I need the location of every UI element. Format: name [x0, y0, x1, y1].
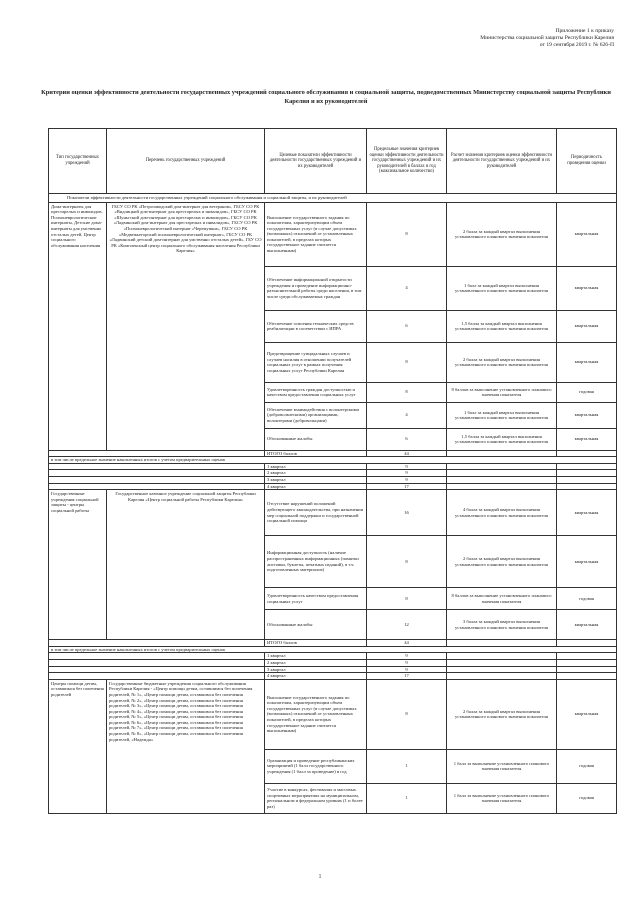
calc-cell: 3 балла за каждый квартал выполнения установленного планового значения показателя — [447, 610, 557, 640]
points-cell: 6 — [367, 428, 447, 450]
calc-cell: 2 балла за каждый квартал выполнения установленного планового значения показателя — [447, 536, 557, 588]
quarter-label: 1 квартал — [265, 463, 367, 470]
period-cell: квартальная — [557, 679, 617, 749]
quarter-row — [49, 483, 617, 490]
group2-type: Государственные учреждения социальной защиты - центры социальной работы — [49, 490, 107, 640]
quarter-row — [49, 659, 617, 666]
group3-institutions: Государственные бюджетные учреждения социального обслуживания Республики Карелия - «Центр помощи детям, оставшимся без попечения родителей, № 1», «Центр помощи детям, оставшимся без попечения родителей, № 2», «Центр помощи детям, оставшимся без попечения родителей, № 3», «Центр помощи детям, оставшимся без попечения родителей, № 4», «Центр помощи детям, оставшимся без попечения родителей, № 5», «Центр помощи детям, оставшимся без попечения родителей, № 6», «Центр помощи детям, оставшимся без попечения родителей, № 7», «Центр помощи детям, оставшимся без попечения родителей, № 8», «Центр помощи детям, оставшимся без попечения родителей, «Надежда» — [107, 679, 265, 813]
quarter-note: в том числе предельное значение накопленных итогов с учетом предварительных оценок — [49, 457, 617, 464]
calc-cell: 2 балла за каждый квартал выполнения установленного планового значения показателя — [447, 202, 557, 266]
quarter-label: 1 квартал — [265, 653, 367, 660]
group2-institutions: Государственное казенное учреждение социальной защиты Республики Карелия «Центр социальной работы Республики Карелия» — [107, 490, 265, 640]
section-header-row — [49, 194, 617, 203]
period-cell: квартальная — [557, 310, 617, 342]
table-row — [49, 679, 617, 749]
indicator-cell: Удовлетворенность качеством предоставления социальных услуг — [265, 588, 367, 610]
table-row — [49, 202, 617, 266]
period-cell: квартальная — [557, 610, 617, 640]
period-cell: квартальная — [557, 490, 617, 536]
quarter-row — [49, 673, 617, 680]
quarter-row — [49, 653, 617, 660]
indicator-cell: Выполнение государственного задания по показателям, характеризующим объем государственных услуг (в случае допустимых (возможных) отклонений от установленных показателей, в пределах которых государственное задание считается выполненным) — [265, 202, 367, 266]
group1-type: Дома-интернаты для престарелых и инвалидов, Психоневрологические интернаты, Детские дома-интернаты для умственно отсталых детей, Центр социального обслуживания населения — [49, 202, 107, 450]
quarter-label: 3 квартал — [265, 666, 367, 673]
points-cell: 6 — [367, 310, 447, 342]
calc-cell: 8 баллов за выполнение установленного планового значения показателя — [447, 588, 557, 610]
indicator-cell: Обоснованные жалобы — [265, 610, 367, 640]
indicator-cell: Организация и проведение республиканских мероприятий (1 балл государственного учреждения (1 балл за проведение) в год — [265, 749, 367, 783]
col-header-points: Предельные значения критериев оценки эффективности деятельности государственных учреждений и их руководителей в баллах в год (максимальное количество) — [367, 129, 447, 194]
approval-line-3: от 19 сентября 2019 г. № 626-П — [539, 42, 614, 48]
quarter-label: 3 квартал — [265, 476, 367, 483]
quarter-value: 9 — [367, 659, 447, 666]
points-cell: 8 — [367, 536, 447, 588]
points-cell: 12 — [367, 610, 447, 640]
calc-cell: 2 балла за каждый квартал выполнения установленного планового значения показателя — [447, 342, 557, 382]
indicator-cell: Обеспечение информационной открытости учреждения и проведение информационно-разъяснительной работы среди населения, в том числе среди обслуживаемых граждан — [265, 266, 367, 310]
col-header-indicators: Целевые показатели эффективности деятельности государственных учреждений и их руководителей — [265, 129, 367, 194]
period-cell: годовая — [557, 588, 617, 610]
calc-cell: 1,5 балла за каждый квартал выполнения установленного планового значения показателя — [447, 310, 557, 342]
period-cell: квартальная — [557, 536, 617, 588]
col-header-calculation: Расчет значения критериев оценки эффективности деятельности государственных учреждений и их руководителей — [447, 129, 557, 194]
period-cell: квартальная — [557, 402, 617, 428]
col-header-period: Периодичность проведения оценки — [557, 129, 617, 194]
quarter-value: 9 — [367, 653, 447, 660]
total-label: ИТОГО баллов — [265, 640, 367, 647]
quarter-row — [49, 463, 617, 470]
table-row — [49, 490, 617, 536]
calc-cell: 1 балл за выполнение установленного планового значения показателя — [447, 749, 557, 783]
approval-line-2: Министерства социальной защиты Республики Карелия — [480, 35, 614, 41]
total-value: 44 — [367, 640, 447, 647]
calc-cell: 4 балла за каждый квартал выполнения установленного планового значения показателя — [447, 490, 557, 536]
indicator-cell: Предотвращение суицидальных случаев и случаев насилия в отношении получателей социальных услуг в рамках получения социальных услуг Республики Карелия — [265, 342, 367, 382]
indicator-cell: Обоснованные жалобы — [265, 428, 367, 450]
quarter-value: 17 — [367, 483, 447, 490]
indicator-cell: Выполнение государственного задания по показателям, характеризующим объем государственных услуг (в случае допустимых (возможных) отклонений от установленных показателей, в пределах которых государственное задание считается выполненным) — [265, 679, 367, 749]
points-cell: 1 — [367, 749, 447, 783]
group3-type: Центры помощи детям, оставшимся без попечения родителей — [49, 679, 107, 813]
points-cell: 8 — [367, 679, 447, 749]
approval-stamp — [424, 28, 614, 49]
quarter-label: 2 квартал — [265, 659, 367, 666]
calc-cell: 1 балл за выполнение установленного планового значения показателя — [447, 783, 557, 813]
total-row — [49, 450, 617, 457]
indicator-cell: Обеспечение взаимодействия с волонтерскими (добровольческими) организациями, волонтерами (добровольцами) — [265, 402, 367, 428]
indicator-cell: Обеспечение освоения технических средств реабилитации в соответствии с ИПРА — [265, 310, 367, 342]
page-number: 1 — [318, 874, 322, 880]
total-row — [49, 640, 617, 647]
points-cell: 4 — [367, 266, 447, 310]
quarter-value: 17 — [367, 673, 447, 680]
calc-cell: 1,5 балла за каждый квартал выполнения установленного планового значения показателя — [447, 428, 557, 450]
points-cell: 4 — [367, 402, 447, 428]
quarter-label: 4 квартал — [265, 483, 367, 490]
quarter-note-row — [49, 457, 617, 464]
quarter-value: 9 — [367, 470, 447, 477]
calc-cell: 2 балла за каждый квартал выполнения установленного планового значения показателя — [447, 679, 557, 749]
indicator-cell: Удовлетворенность граждан доступностью и качеством предоставления социальных услуг — [265, 382, 367, 402]
period-cell: квартальная — [557, 202, 617, 266]
calc-cell: 1 балл за каждый квартал выполнения установленного планового значения показателя — [447, 402, 557, 428]
section-header: Показатели эффективности деятельности государственных учреждений социального обслуживания и социальной защиты, и их руководителей — [49, 194, 617, 203]
points-cell: 8 — [367, 342, 447, 382]
quarter-label: 4 квартал — [265, 673, 367, 680]
points-cell: 8 — [367, 202, 447, 266]
calc-cell: 1 балл за каждый квартал выполнения установленного планового значения показателя — [447, 266, 557, 310]
total-label: ИТОГО баллов — [265, 450, 367, 457]
period-cell: годовая — [557, 382, 617, 402]
indicator-cell: Участие в конкурсах, фестивалях и массовых спортивных мероприятиях на муниципальном, региональном и федеральном уровнях (1 и более раз) — [265, 783, 367, 813]
quarter-note-row — [49, 646, 617, 653]
points-cell: 8 — [367, 588, 447, 610]
col-header-type: Тип государственных учреждений — [49, 129, 107, 194]
quarter-value: 9 — [367, 666, 447, 673]
approval-line-1: Приложение 1 к приказу — [555, 28, 614, 34]
quarter-row — [49, 470, 617, 477]
period-cell: квартальная — [557, 342, 617, 382]
quarter-row — [49, 476, 617, 483]
period-cell: годовая — [557, 749, 617, 783]
total-value: 44 — [367, 450, 447, 457]
quarter-note: в том числе предельное значение накопленных итогов с учетом предварительных оценок — [49, 646, 617, 653]
indicator-cell: Информационная доступность (наличие распространенных информационных (памятки листовки, буклеты, печатных изданий), в т.ч. подготовленных материалов) — [265, 536, 367, 588]
period-cell: квартальная — [557, 428, 617, 450]
indicator-cell: Отсутствие нарушений положений действующего законодательства, при назначении мер социальной поддержки и государственной социальной помощи — [265, 490, 367, 536]
points-cell: 16 — [367, 490, 447, 536]
quarter-row — [49, 666, 617, 673]
group1-institutions: ГБСУ СО РК «Петрозаводский дом-интернат для ветеранов», ГБСУ СО РК «Видлицкий дом-интернат для престарелых и инвалидов», ГБСУ СО РК «Шуньгский дом-интернат для престарелых и инвалидов», ГБСУ СО РК «Ладвинский дом-интернат для престарелых и инвалидов», ГБСУ СО РК «Психоневрологический интернат «Черемушки», ГБСУ СО РК «Медвежьегорский психоневрологический интернат», ГБСУ СО РК «Ладвинский детский дом-интернат для умственно отсталых детей», ГБУ СО РК «Комплексный центр социального обслуживания населения Республики Карелия» — [107, 202, 265, 450]
period-cell: годовая — [557, 783, 617, 813]
document-title: Критерии оценки эффективности деятельности государственных учреждений социального обслуживания и социальной защиты, подведомственных Министерству социальной защиты Республики Карелия и их руководителей — [41, 89, 611, 105]
criteria-table — [48, 128, 617, 814]
col-header-institutions: Перечень государственных учреждений — [107, 129, 265, 194]
quarter-value: 9 — [367, 463, 447, 470]
points-cell: 1 — [367, 783, 447, 813]
points-cell: 8 — [367, 382, 447, 402]
calc-cell: 8 баллов за выполнение установленного планового значения показателя — [447, 382, 557, 402]
period-cell: квартальная — [557, 266, 617, 310]
quarter-value: 9 — [367, 476, 447, 483]
table-header-row — [49, 129, 617, 194]
quarter-label: 2 квартал — [265, 470, 367, 477]
